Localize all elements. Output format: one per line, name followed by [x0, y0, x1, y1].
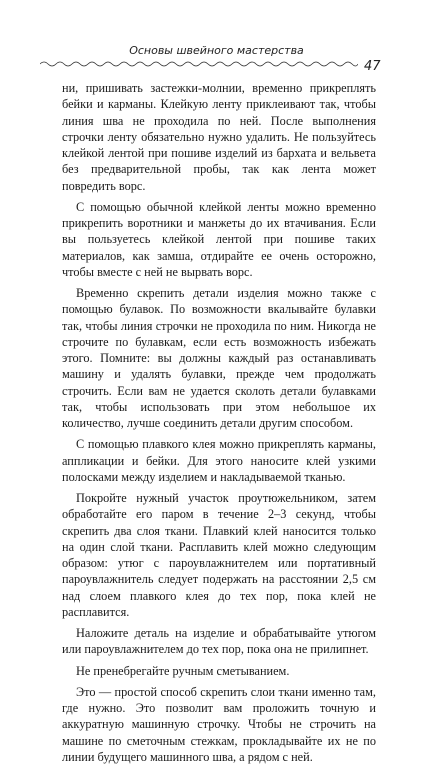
paragraph: Не пренебрегайте ручным сметыванием.	[76, 663, 290, 678]
running-header-title: Основы швейного мастерства	[129, 44, 304, 57]
paragraph: ни, пришивать застежки-молнии, временно прикреплять бейки и карманы. Клейкую ленту приклеивают так, чтобы линия шва не проходила по ней. После выполнения строчки ленту обязательно нужно удалить. Не пользуйтесь клейкой лентой при пошиве изделий из бархата и вельвета без предварительной пробы, так как лента может повредить ворс.	[62, 81, 376, 193]
paragraph: Наложите деталь на изделие и обрабатывайте утюгом или пароувлажнителем до тех пор, пока она не прилипнет.	[62, 626, 376, 657]
paragraph: С помощью плавкого клея можно прикреплять карманы, аппликации и бейки. Для этого наносите клей узкими полосками между изделием и накладываемой тканью.	[62, 437, 376, 484]
paragraph: Покройте нужный участок проутюжельником, затем обработайте его паром в течение 2–3 секунд, чтобы скрепить два слоя ткани. Плавкий клей наносится только на один слой ткани. Расплавить клей можно следующим образом: утюг с пароувлажнителем или портативный пароувлажнитель следует подержать на расстоянии 2,5 см над слоем плавкого клея до тех пор, пока клей не расплавится.	[62, 491, 376, 619]
paragraph: С помощью обычной клейкой ленты можно временно прикрепить воротники и манжеты до их втачивания. Если вы пользуетесь клейкой лентой при пошиве таких материалов, как замша, отдирайте ее очень осторожно, чтобы вместе с ней не вырвать ворс.	[62, 199, 376, 279]
paragraph: Это — простой способ скрепить слои ткани именно там, где нужно. Это позволит вам проложить точную и аккуратную машинную строчку. Чтобы не строчить на машине по сметочным стежкам, прокладывайте их не по линии будущего машинного шва, а рядом с ней.	[62, 684, 376, 764]
paragraph: Временно скрепить детали изделия можно также с помощью булавок. По возможности вкалывайте булавки так, чтобы линия строчки не проходила по ним. Никогда не строчите по булавкам, если есть возможность избежать этого. Помните: вы должны каждый раз останавливать машину и удалять булавки, прежде чем продолжать строчить. Если вам не удается сколоть детали булавками так, чтобы использовать при этом небольшое их количество, лучше соединить детали другим способом.	[62, 286, 376, 430]
page-number: 47	[364, 59, 381, 74]
body-text	[62, 80, 376, 770]
header-wavy-rule	[40, 58, 358, 70]
